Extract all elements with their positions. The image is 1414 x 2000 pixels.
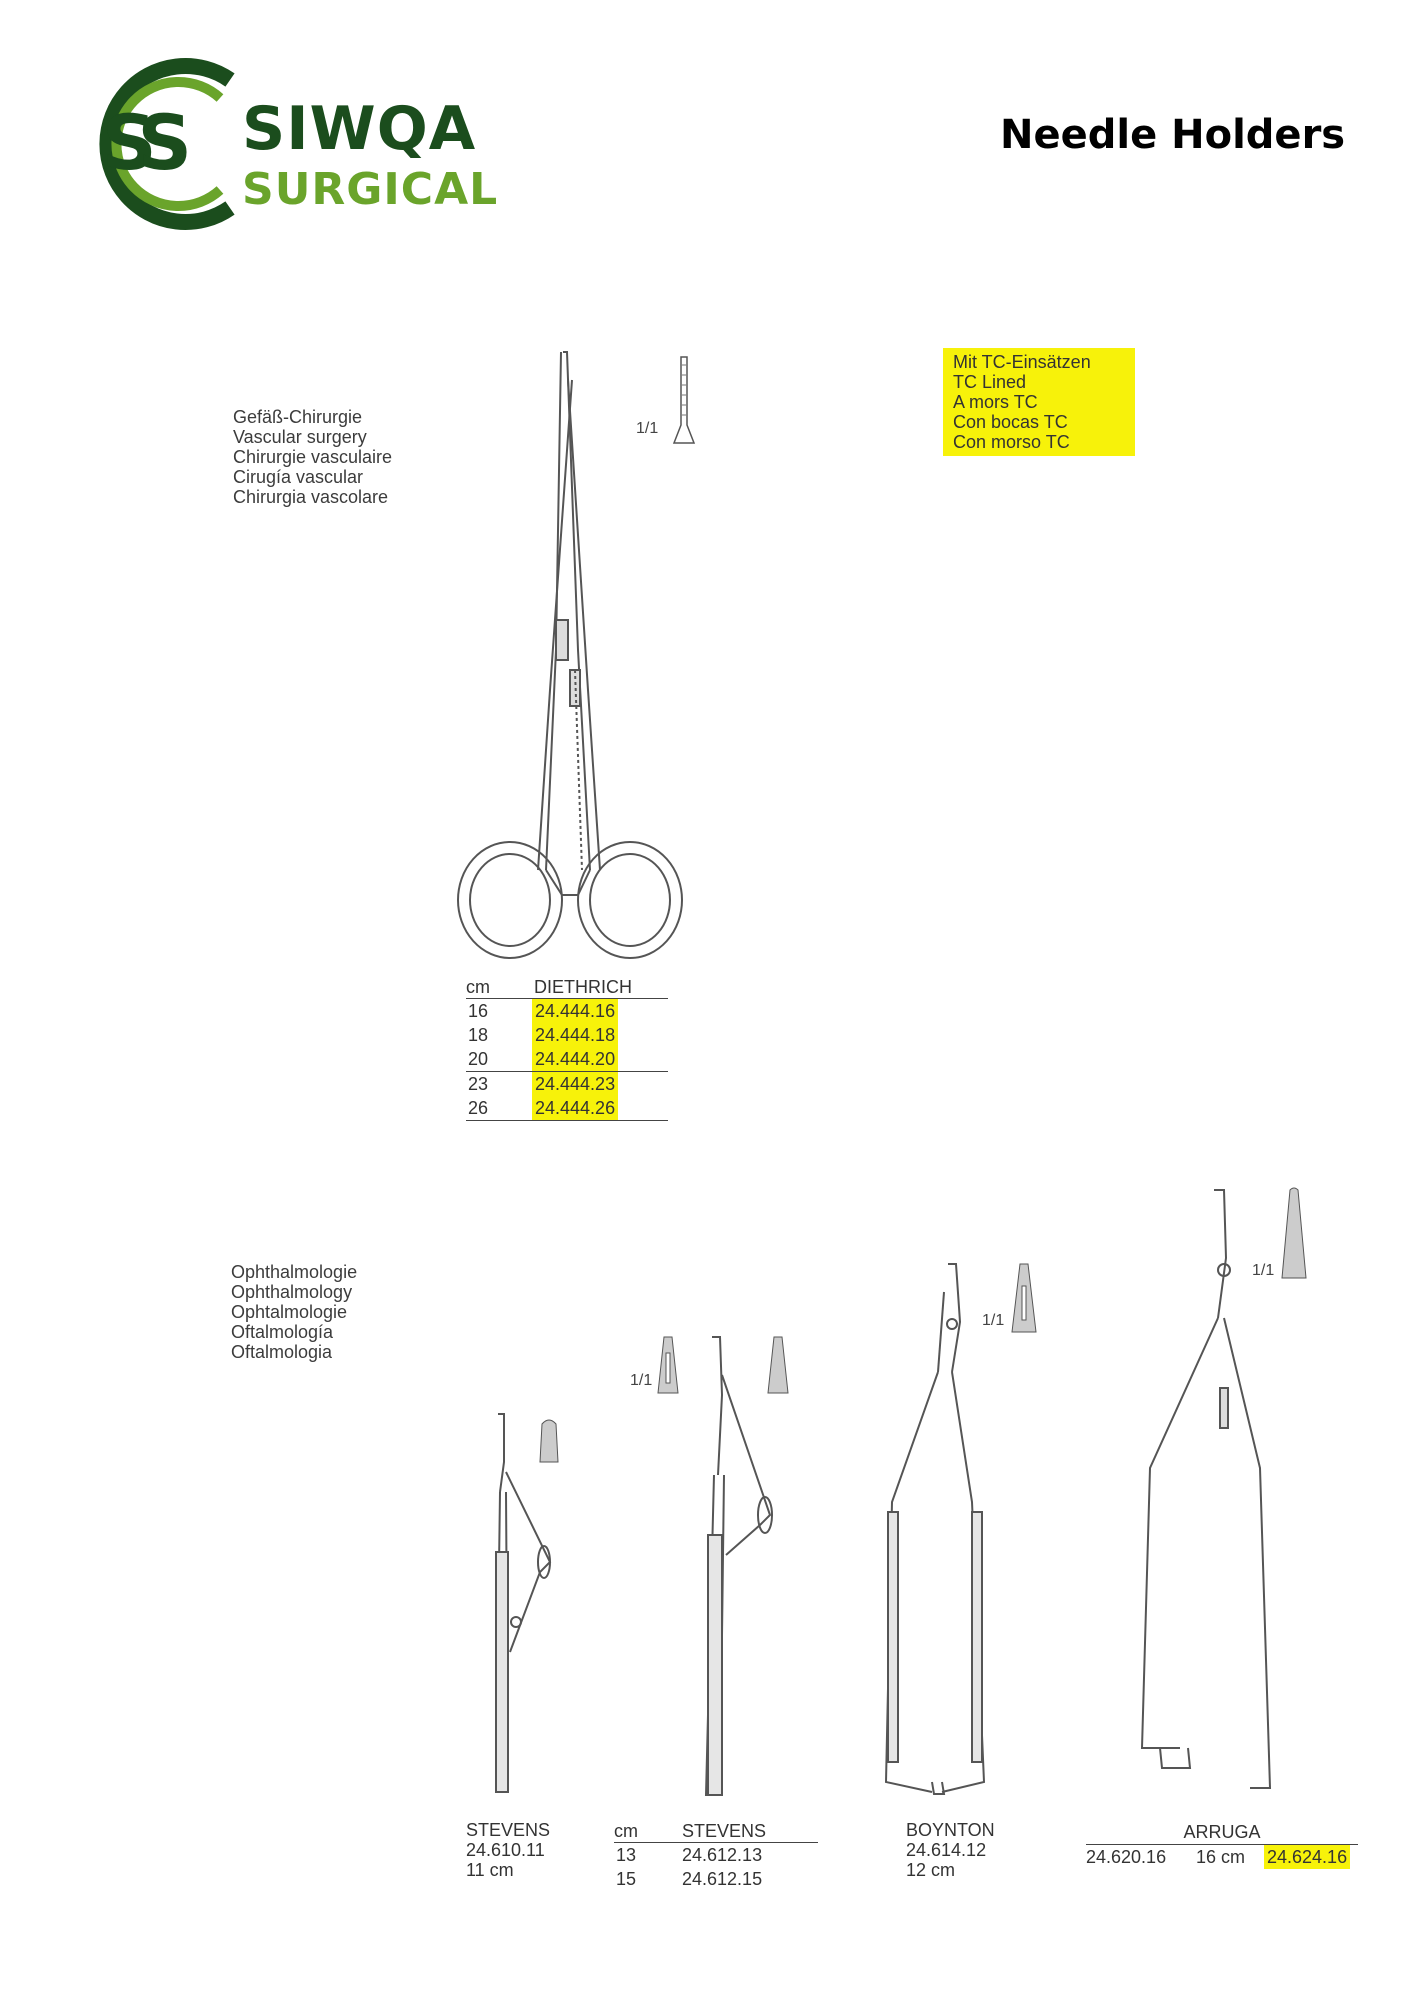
arruga-caption bbox=[1086, 1822, 1358, 1869]
product-size: 12 cm bbox=[906, 1860, 956, 1880]
tc-note-line: TC Lined bbox=[953, 372, 1027, 392]
product-code: 24.614.12 bbox=[906, 1840, 987, 1860]
boynton-needle-holder-image bbox=[872, 1262, 1012, 1802]
row-cm: 20 bbox=[468, 1049, 489, 1069]
tc-note-line: Mit TC-Einsätzen bbox=[953, 352, 1091, 372]
jaw-tip-icon bbox=[1010, 1262, 1038, 1334]
diethrich-needle-holder-image bbox=[450, 350, 690, 970]
product-name: BOYNTON bbox=[906, 1820, 995, 1840]
lang-line: Gefäß-Chirurgie bbox=[233, 407, 363, 427]
lang-line: Chirurgie vasculaire bbox=[233, 447, 393, 467]
arruga-needle-holder-image bbox=[1120, 1188, 1300, 1798]
lang-line: Oftalmologia bbox=[231, 1342, 333, 1362]
tc-note-line: A mors TC bbox=[953, 392, 1038, 412]
row-code: 24.612.13 bbox=[682, 1845, 763, 1865]
scale-label: 1/1 bbox=[630, 1372, 653, 1389]
lang-line: Ophthalmologie bbox=[231, 1262, 358, 1282]
col-unit: cm bbox=[614, 1821, 638, 1841]
boynton-caption bbox=[906, 1820, 995, 1880]
product-name: ARRUGA bbox=[1086, 1822, 1358, 1845]
col-name: DIETHRICH bbox=[534, 977, 632, 997]
col-name: STEVENS bbox=[682, 1821, 767, 1841]
scale-label: 1/1 bbox=[982, 1312, 1005, 1329]
scale-label: 1/1 bbox=[636, 420, 659, 437]
row-cm: 16 bbox=[468, 1001, 489, 1021]
table-header bbox=[614, 1820, 818, 1843]
product-code: 24.624.16 bbox=[1264, 1845, 1350, 1869]
scale-label: 1/1 bbox=[1252, 1262, 1275, 1279]
table-row bbox=[466, 1096, 668, 1121]
product-size: 16 cm bbox=[1196, 1847, 1246, 1867]
table-row bbox=[466, 1072, 668, 1096]
row-code: 24.444.16 bbox=[532, 999, 618, 1023]
row-code: 24.612.15 bbox=[682, 1869, 763, 1889]
lang-line: Chirurgia vascolare bbox=[233, 487, 389, 507]
product-code: 24.610.11 bbox=[466, 1840, 545, 1860]
lang-line: Ophthalmology bbox=[231, 1282, 353, 1302]
stevens-long-needle-holder-image bbox=[690, 1335, 780, 1805]
row-code: 24.444.23 bbox=[532, 1072, 618, 1096]
lang-line: Oftalmología bbox=[231, 1322, 334, 1342]
stevens-table bbox=[614, 1820, 818, 1891]
stevens-needle-holder-image bbox=[480, 1412, 560, 1802]
diethrich-table bbox=[466, 976, 668, 1121]
lang-line: Vascular surgery bbox=[233, 427, 367, 447]
row-cm: 15 bbox=[616, 1869, 637, 1889]
logo-mark-text: SS bbox=[102, 98, 177, 187]
row-code: 24.444.20 bbox=[532, 1047, 618, 1071]
page-title: Needle Holders bbox=[1000, 112, 1346, 158]
lang-line: Cirugía vascular bbox=[233, 467, 364, 487]
table-row bbox=[614, 1843, 818, 1867]
table-header bbox=[466, 976, 668, 999]
col-unit: cm bbox=[466, 977, 490, 997]
logo-name-line2: SURGICAL bbox=[242, 164, 499, 215]
ophthalmology-languages bbox=[231, 1262, 357, 1362]
product-name: STEVENS bbox=[466, 1820, 551, 1840]
jaw-tip-icon bbox=[656, 1335, 680, 1395]
table-row bbox=[466, 1023, 668, 1047]
jaw-tip-icon bbox=[538, 1418, 560, 1464]
row-cm: 23 bbox=[468, 1074, 489, 1094]
row-code: 24.444.26 bbox=[532, 1096, 618, 1120]
tc-lined-note bbox=[943, 348, 1135, 456]
row-cm: 18 bbox=[468, 1025, 489, 1045]
logo-name-line1: SIWQA bbox=[242, 94, 477, 164]
table-row bbox=[614, 1867, 818, 1891]
row-cm: 13 bbox=[616, 1845, 637, 1865]
lang-line: Ophtalmologie bbox=[231, 1302, 348, 1322]
stevens-caption bbox=[466, 1820, 550, 1880]
tc-note-line: Con morso TC bbox=[953, 432, 1070, 452]
brand-logo bbox=[80, 58, 500, 228]
product-size: 11 cm bbox=[466, 1860, 514, 1880]
product-code: 24.620.16 bbox=[1086, 1847, 1167, 1867]
tc-note-line: Con bocas TC bbox=[953, 412, 1068, 432]
row-cm: 26 bbox=[468, 1098, 489, 1118]
table-row bbox=[466, 999, 668, 1023]
row-code: 24.444.18 bbox=[532, 1023, 618, 1047]
vascular-languages bbox=[233, 407, 392, 507]
table-row bbox=[466, 1047, 668, 1072]
